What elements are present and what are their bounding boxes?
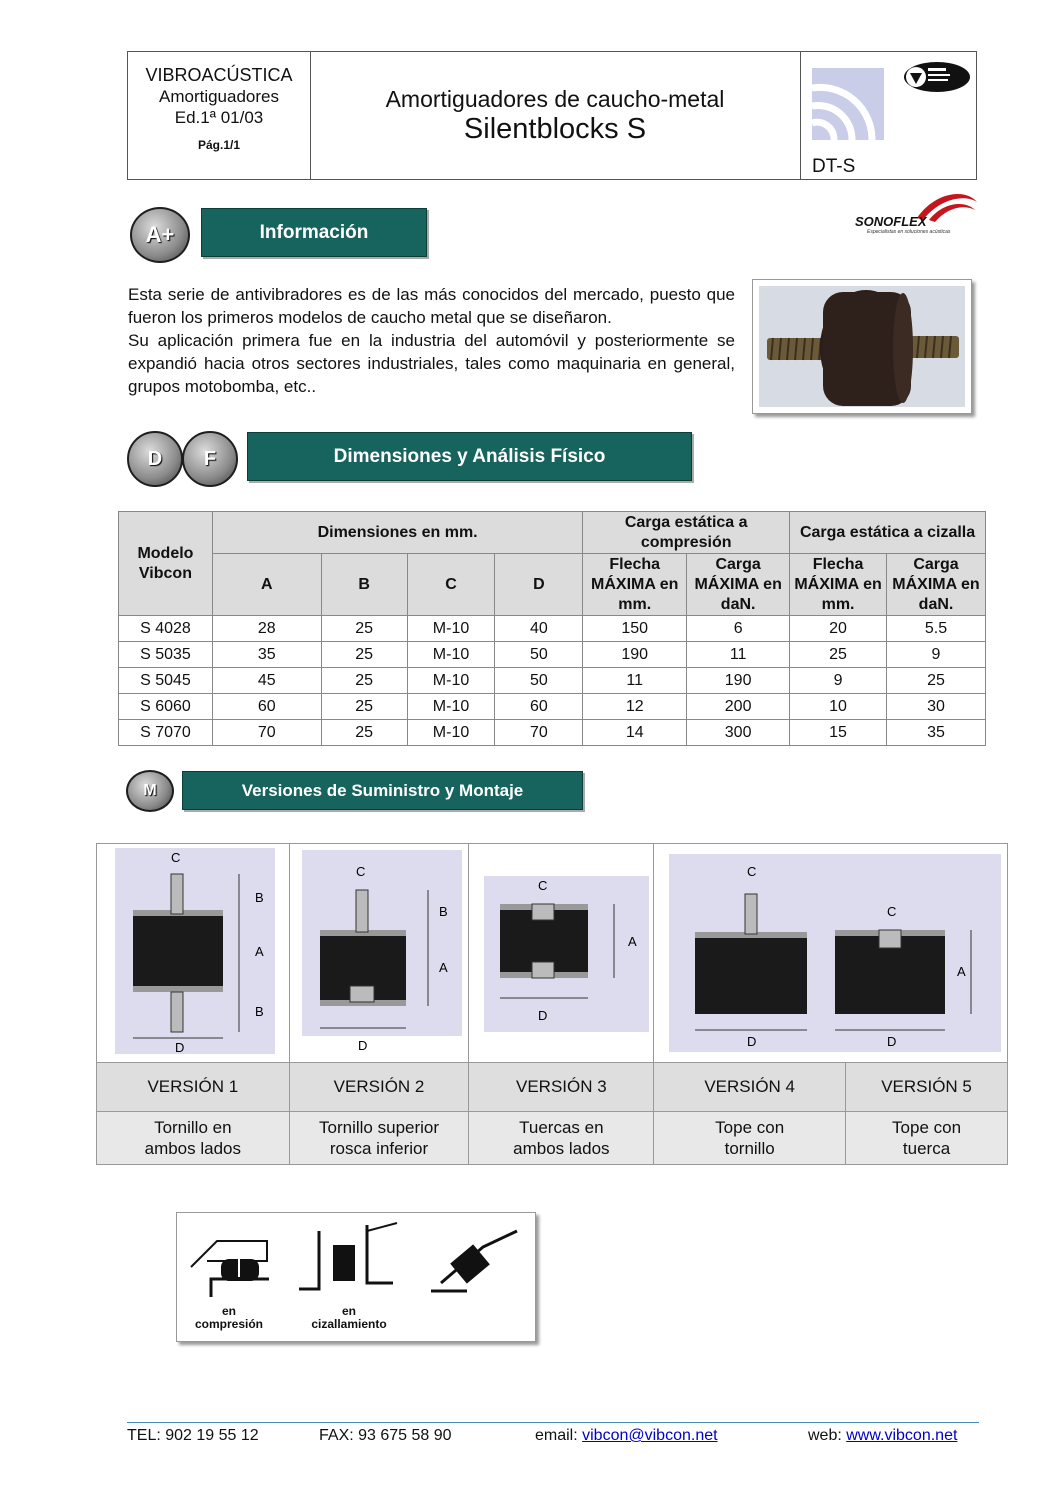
table-cell: 6 <box>687 616 790 642</box>
version-4-5-drawing-icon <box>661 846 1001 1056</box>
mounting-illustration <box>176 1212 536 1342</box>
table-cell: S 6060 <box>119 694 213 720</box>
brand-tagline: Especialistas en soluciones acústicas <box>867 229 951 235</box>
information-paragraph-1: Esta serie de antivibradores es de las más conocidos del mercado, puesto que fueron los primeros modelos de caucho metal que se diseñaron. <box>128 285 735 327</box>
table-cell: M-10 <box>407 668 495 694</box>
version-1-desc-line-2: ambos lados <box>144 1139 241 1158</box>
table-cell: 30 <box>887 694 986 720</box>
version-3-label: VERSIÓN 3 <box>469 1063 654 1112</box>
email-link[interactable]: vibcon@vibcon.net <box>582 1427 718 1444</box>
table-row <box>119 668 986 694</box>
footer-fax: FAX: 93 675 58 90 <box>319 1427 452 1444</box>
mounting-modes-drawing-icon <box>187 1221 527 1301</box>
table-row <box>119 616 986 642</box>
certification-logo-icon <box>902 60 972 100</box>
dim-letter-d1: D <box>175 1039 185 1055</box>
version-1-description <box>97 1112 290 1165</box>
version-2-diagram <box>289 844 469 1063</box>
document-subtitle: Amortiguadores de caucho-metal <box>385 86 725 112</box>
table-cell: 25 <box>321 720 407 746</box>
version-5-desc-line-1: Tope con <box>892 1118 962 1137</box>
page-footer <box>127 1422 979 1444</box>
version-3-description <box>469 1112 654 1165</box>
dim-letter-c1: C <box>171 849 181 865</box>
table-cell: 12 <box>583 694 687 720</box>
brand-name: SONOFLEX <box>855 214 927 229</box>
header-category: Amortiguadores <box>158 87 279 106</box>
table-cell: 9 <box>790 668 887 694</box>
version-1-label: VERSIÓN 1 <box>97 1063 290 1112</box>
table-cell: 25 <box>887 668 986 694</box>
versions-heading: Versiones de Suministro y Montaje <box>182 771 583 810</box>
table-cell: M-10 <box>407 642 495 668</box>
table-cell: M-10 <box>407 694 495 720</box>
column-header-shear-load: Carga MÁXIMA en daN. <box>887 554 986 616</box>
table-cell: 5.5 <box>887 616 986 642</box>
version-4-desc-line-1: Tope con <box>715 1118 785 1137</box>
version-2-description <box>289 1112 469 1165</box>
product-photo <box>752 279 972 414</box>
sound-wave-logo-icon <box>812 68 892 140</box>
table-cell: 60 <box>212 694 321 720</box>
version-2-drawing-icon <box>294 846 464 1056</box>
table-cell: S 4028 <box>119 616 213 642</box>
column-header-model: Modelo Vibcon <box>119 512 213 616</box>
version-1-drawing-icon <box>105 846 280 1056</box>
information-heading: Información <box>201 208 427 257</box>
silentblock-photo-icon <box>753 280 971 413</box>
table-cell: 300 <box>687 720 790 746</box>
table-cell: 25 <box>321 616 407 642</box>
version-5-desc-line-2: tuerca <box>902 1139 951 1158</box>
dim-letter-b3: B <box>439 903 448 919</box>
dim-letter-d3: D <box>537 1007 548 1023</box>
dim-letter-c3: C <box>537 877 548 893</box>
table-cell: M-10 <box>407 720 495 746</box>
table-cell: 28 <box>212 616 321 642</box>
table-cell: 190 <box>687 668 790 694</box>
dim-letter-d5: D <box>886 1033 897 1049</box>
company-name: VIBROACÚSTICA <box>145 65 293 85</box>
column-header-c: C <box>407 554 495 616</box>
table-cell: S 5035 <box>119 642 213 668</box>
version-1-desc-line-1: Tornillo en <box>154 1118 232 1137</box>
dimensions-table-body <box>119 616 986 746</box>
table-cell: 25 <box>321 694 407 720</box>
information-paragraph-2: Su aplicación primera fue en la industria del automóvil y posteriormente se expandió hacia otros sectores industriales, tales como maquinaria en general, grupos motobomba, etc.. <box>128 331 735 396</box>
table-cell: 11 <box>687 642 790 668</box>
header-left-cell <box>128 52 311 179</box>
table-cell: 20 <box>790 616 887 642</box>
version-1-diagram <box>97 844 290 1063</box>
version-3-desc-line-1: Tuercas en <box>519 1118 604 1137</box>
table-cell: 70 <box>495 720 583 746</box>
table-cell: 200 <box>687 694 790 720</box>
information-badge-icon: A+ <box>130 207 190 263</box>
dim-letter-d4: D <box>746 1033 757 1049</box>
table-cell: M-10 <box>407 616 495 642</box>
website-link[interactable]: www.vibcon.net <box>846 1427 958 1444</box>
table-cell: 45 <box>212 668 321 694</box>
mounting-badge-icon: M <box>126 770 174 812</box>
shear-caption <box>299 1305 399 1331</box>
dim-letter-a3: A <box>627 933 637 949</box>
column-header-d: D <box>495 554 583 616</box>
dim-letter-a2: A <box>439 959 448 975</box>
column-header-a: A <box>212 554 321 616</box>
compression-caption-line-1: en <box>221 1304 236 1318</box>
table-cell: 14 <box>583 720 687 746</box>
table-cell: 25 <box>790 642 887 668</box>
version-5-label: VERSIÓN 5 <box>846 1063 1008 1112</box>
header-edition: Ed.1ª 01/03 <box>174 108 264 127</box>
header-title-cell <box>310 52 801 179</box>
column-header-shear: Carga estática a cizalla <box>790 512 986 554</box>
version-5-description <box>846 1112 1008 1165</box>
versions-table <box>96 843 1008 1165</box>
compression-caption-line-2: compresión <box>194 1317 263 1331</box>
table-cell: 35 <box>212 642 321 668</box>
version-2-label: VERSIÓN 2 <box>289 1063 469 1112</box>
column-header-compression-load: Carga MÁXIMA en daN. <box>687 554 790 616</box>
table-cell: 25 <box>321 668 407 694</box>
column-header-b: B <box>321 554 407 616</box>
sonoflex-logo <box>855 188 980 238</box>
footer-email-label: email: <box>535 1427 583 1444</box>
table-cell: 150 <box>583 616 687 642</box>
table-cell: 10 <box>790 694 887 720</box>
table-cell: 50 <box>495 668 583 694</box>
dim-letter-a1: A <box>255 943 264 959</box>
table-cell: 40 <box>495 616 583 642</box>
version-4-desc-line-2: tornillo <box>724 1139 775 1158</box>
column-header-compression-deflection: Flecha MÁXIMA en mm. <box>583 554 687 616</box>
version-3-drawing-icon <box>474 846 649 1056</box>
dimensions-table <box>118 511 986 746</box>
dim-letter-c2: C <box>356 863 366 879</box>
compression-caption <box>191 1305 267 1331</box>
table-cell: 15 <box>790 720 887 746</box>
dim-letter-b2: B <box>255 1003 264 1019</box>
column-header-dimensions: Dimensiones en mm. <box>212 512 582 554</box>
version-2-desc-line-1: Tornillo superior <box>319 1118 440 1137</box>
version-4-5-diagram <box>654 844 1008 1063</box>
document-header <box>127 51 977 180</box>
shear-caption-line-2: cizallamiento <box>311 1317 387 1331</box>
table-row <box>119 720 986 746</box>
table-cell: 50 <box>495 642 583 668</box>
table-cell: 35 <box>887 720 986 746</box>
dim-letter-b1: B <box>255 889 264 905</box>
version-2-desc-line-2: rosca inferior <box>329 1139 429 1158</box>
footer-web-label: web: <box>808 1427 847 1444</box>
table-cell: S 5045 <box>119 668 213 694</box>
footer-phone: TEL: 902 19 55 12 <box>127 1427 259 1444</box>
table-cell: 70 <box>212 720 321 746</box>
table-cell: 190 <box>583 642 687 668</box>
version-3-desc-line-2: ambos lados <box>513 1139 610 1158</box>
column-header-shear-deflection: Flecha MÁXIMA en mm. <box>790 554 887 616</box>
version-4-label: VERSIÓN 4 <box>654 1063 846 1112</box>
table-row <box>119 694 986 720</box>
document-title: Silentblocks S <box>463 113 647 145</box>
dim-letter-c5: C <box>886 903 897 919</box>
header-right-cell <box>800 52 976 179</box>
page-number: Pág.1/1 <box>197 138 241 152</box>
table-cell: 9 <box>887 642 986 668</box>
dimensions-badge-icon: D <box>127 431 183 487</box>
version-4-description <box>654 1112 846 1165</box>
physical-analysis-badge-icon: F <box>182 431 238 487</box>
dimensions-heading: Dimensiones y Análisis Físico <box>247 432 692 481</box>
shear-caption-line-1: en <box>341 1304 356 1318</box>
table-cell: 25 <box>321 642 407 668</box>
version-3-diagram <box>469 844 654 1063</box>
table-cell: 60 <box>495 694 583 720</box>
table-cell: S 7070 <box>119 720 213 746</box>
table-row <box>119 642 986 668</box>
information-text <box>128 283 735 398</box>
dim-letter-d2: D <box>358 1037 368 1053</box>
footer-web <box>808 1427 957 1445</box>
dim-letter-c4: C <box>746 863 757 879</box>
column-header-compression: Carga estática a compresión <box>583 512 790 554</box>
dim-letter-a4: A <box>956 963 966 979</box>
document-code: DT-S <box>812 156 856 177</box>
table-cell: 11 <box>583 668 687 694</box>
footer-email <box>535 1427 718 1445</box>
